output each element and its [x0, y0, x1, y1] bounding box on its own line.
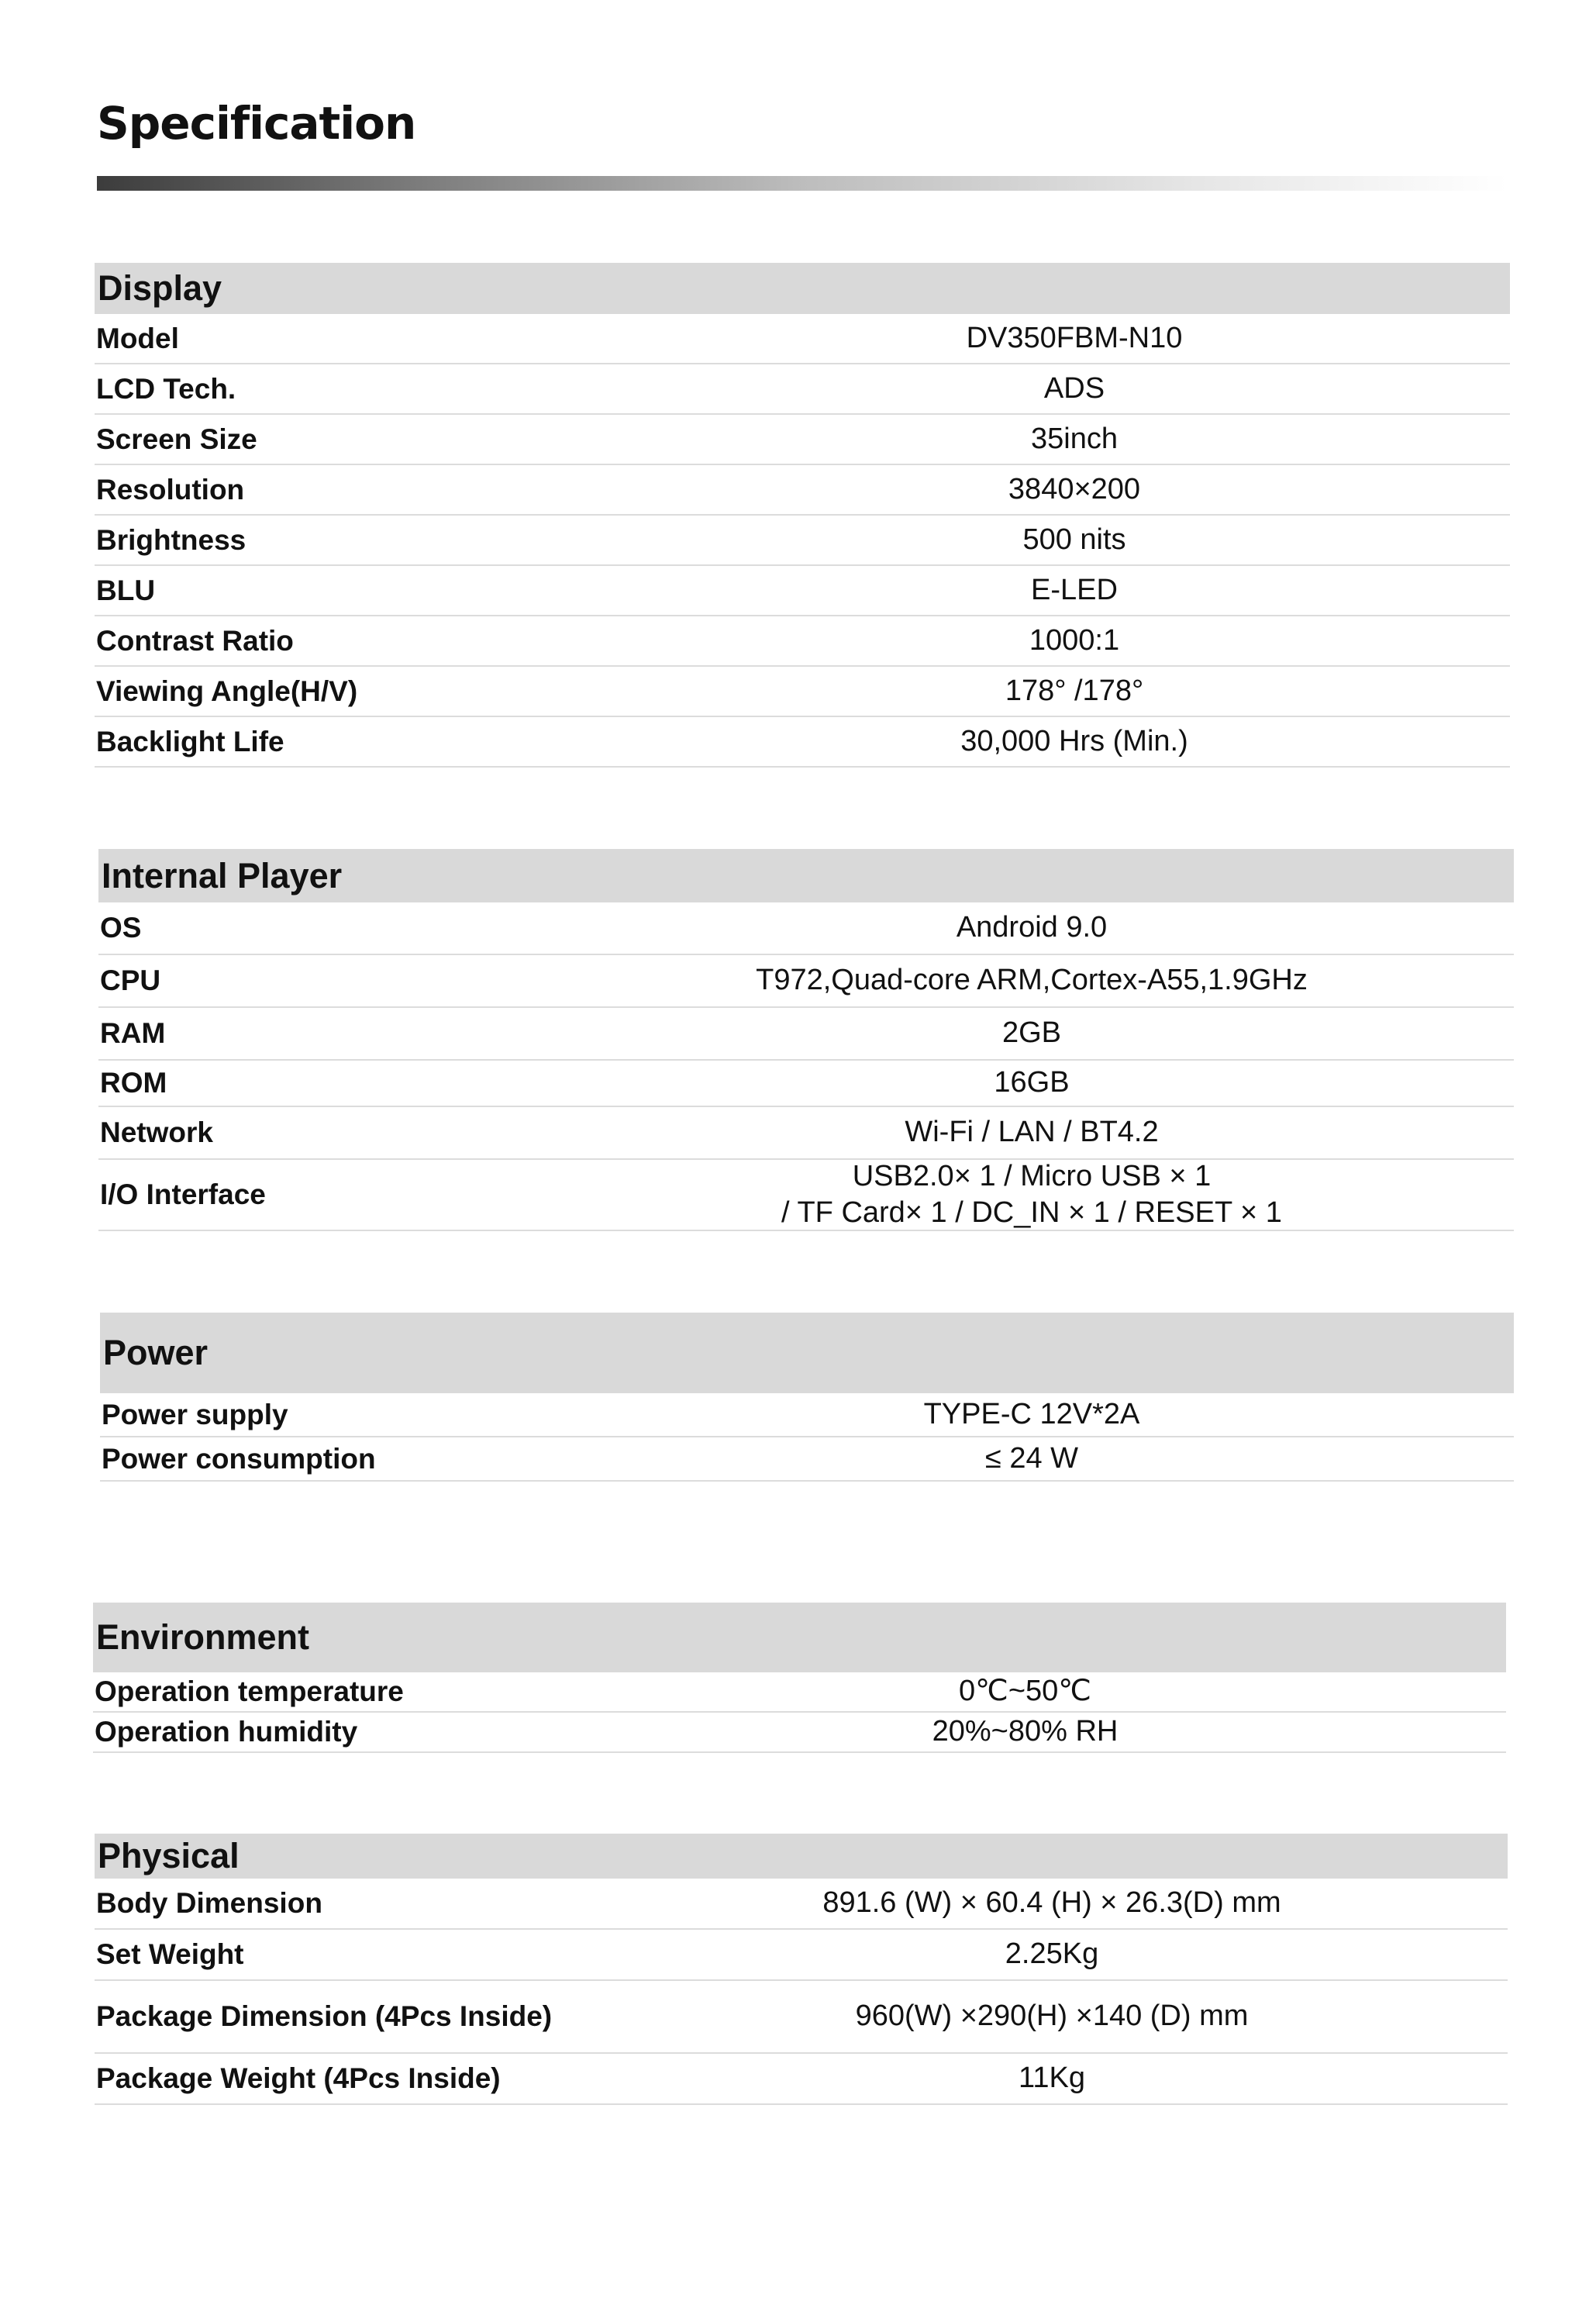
spec-row-operation-humidity: [93, 1713, 1506, 1753]
spec-label: Resolution: [96, 473, 245, 506]
spec-row-power-consumption: [100, 1437, 1514, 1482]
spec-label: CPU: [100, 964, 161, 996]
spec-label: ROM: [100, 1067, 167, 1099]
spec-row-cpu: [98, 955, 1514, 1008]
spec-label: Power consumption: [102, 1442, 376, 1475]
section-header-physical: Physical: [95, 1834, 1508, 1879]
spec-value: 891.6 (W) × 60.4 (H) × 26.3(D) mm: [822, 1886, 1281, 1920]
page-title: Specification: [97, 97, 416, 150]
spec-row-network: [98, 1107, 1514, 1160]
spec-value: T972,Quad-core ARM,Cortex-A55,1.9GHz: [756, 964, 1308, 997]
spec-value-line: / TF Card× 1 / DC_IN × 1 / RESET × 1: [781, 1196, 1282, 1229]
spec-value-line: USB2.0× 1 / Micro USB × 1: [852, 1159, 1212, 1192]
spec-label: Screen Size: [96, 423, 257, 455]
spec-value: 2GB: [1001, 1016, 1062, 1050]
spec-value: 1000:1: [1029, 623, 1120, 657]
spec-row-brightness: [95, 516, 1510, 566]
spec-row-package-weight: [95, 2054, 1508, 2105]
spec-label: BLU: [96, 574, 156, 606]
spec-label: Model: [96, 322, 179, 354]
power-section: [100, 1313, 1514, 1482]
spec-row-blu: [95, 566, 1510, 616]
spec-row-lcd-tech: [95, 364, 1510, 415]
physical-section: [95, 1834, 1508, 2105]
spec-label: Package Dimension (4Pcs Inside): [96, 2000, 553, 2032]
spec-value: 30,000 Hrs (Min.): [960, 724, 1188, 757]
spec-row-screen-size: [95, 415, 1510, 465]
section-header-power: Power: [100, 1313, 1514, 1393]
section-header-internal-player: Internal Player: [98, 849, 1514, 902]
spec-label: Viewing Angle(H/V): [96, 675, 358, 707]
spec-row-body-dimension: [95, 1879, 1508, 1930]
spec-label: Brightness: [96, 523, 246, 556]
spec-label: Contrast Ratio: [96, 624, 294, 657]
spec-value: 960(W) ×290(H) ×140 (D) mm: [855, 2000, 1249, 2033]
spec-value-multiline: [550, 1158, 1514, 1232]
spec-label: Operation humidity: [95, 1716, 358, 1748]
spec-label: Network: [100, 1116, 213, 1148]
spec-value: 0℃~50℃: [959, 1675, 1091, 1708]
spec-label: OS: [100, 912, 142, 944]
spec-label: Operation temperature: [95, 1675, 404, 1707]
spec-label: Power supply: [102, 1398, 288, 1430]
spec-row-package-dimension: [95, 1981, 1508, 2054]
spec-value: 11Kg: [1019, 2062, 1085, 2095]
spec-value: 500 nits: [1022, 523, 1126, 556]
spec-row-ram: [98, 1008, 1514, 1061]
section-header-display: Display: [95, 263, 1510, 314]
spec-label: Package Weight (4Pcs Inside): [96, 2062, 501, 2094]
spec-label: Set Weight: [96, 1938, 244, 1970]
spec-value: ADS: [1043, 371, 1105, 405]
spec-value: DV350FBM-N10: [966, 321, 1183, 354]
spec-row-power-supply: [100, 1393, 1514, 1437]
spec-value: 3840×200: [1008, 472, 1141, 506]
spec-label: I/O Interface: [100, 1178, 266, 1210]
spec-label: Body Dimension: [96, 1887, 322, 1919]
environment-section: [93, 1603, 1506, 1753]
spec-row-os: [98, 902, 1514, 955]
spec-row-io-interface: [98, 1160, 1514, 1231]
spec-label: RAM: [100, 1017, 166, 1049]
spec-value: 16GB: [994, 1066, 1070, 1099]
spec-row-rom: [98, 1061, 1514, 1107]
title-gradient-bar: [97, 176, 1508, 191]
spec-row-resolution: [95, 465, 1510, 516]
spec-value: Wi-Fi / LAN / BT4.2: [905, 1116, 1159, 1149]
spec-row-viewing-angle: [95, 667, 1510, 717]
spec-row-backlight-life: [95, 717, 1510, 768]
spec-row-set-weight: [95, 1930, 1508, 1981]
spec-value: TYPE-C 12V*2A: [923, 1397, 1140, 1430]
section-header-environment: Environment: [93, 1603, 1506, 1672]
spec-value: 20%~80% RH: [932, 1715, 1119, 1748]
spec-value: Android 9.0: [956, 911, 1108, 944]
display-section: [95, 263, 1510, 768]
spec-label: Backlight Life: [96, 725, 284, 757]
spec-row-contrast-ratio: [95, 616, 1510, 667]
spec-value: 35inch: [1031, 422, 1118, 455]
spec-value: E-LED: [1031, 573, 1118, 606]
spec-label: LCD Tech.: [96, 372, 236, 405]
spec-value: ≤ 24 W: [984, 1441, 1079, 1475]
spec-row-model: [95, 314, 1510, 364]
internal-player-section: [98, 849, 1514, 1231]
spec-value: 178° /178°: [1005, 674, 1144, 707]
spec-value: 2.25Kg: [1005, 1938, 1099, 1971]
spec-row-operation-temperature: [93, 1672, 1506, 1713]
